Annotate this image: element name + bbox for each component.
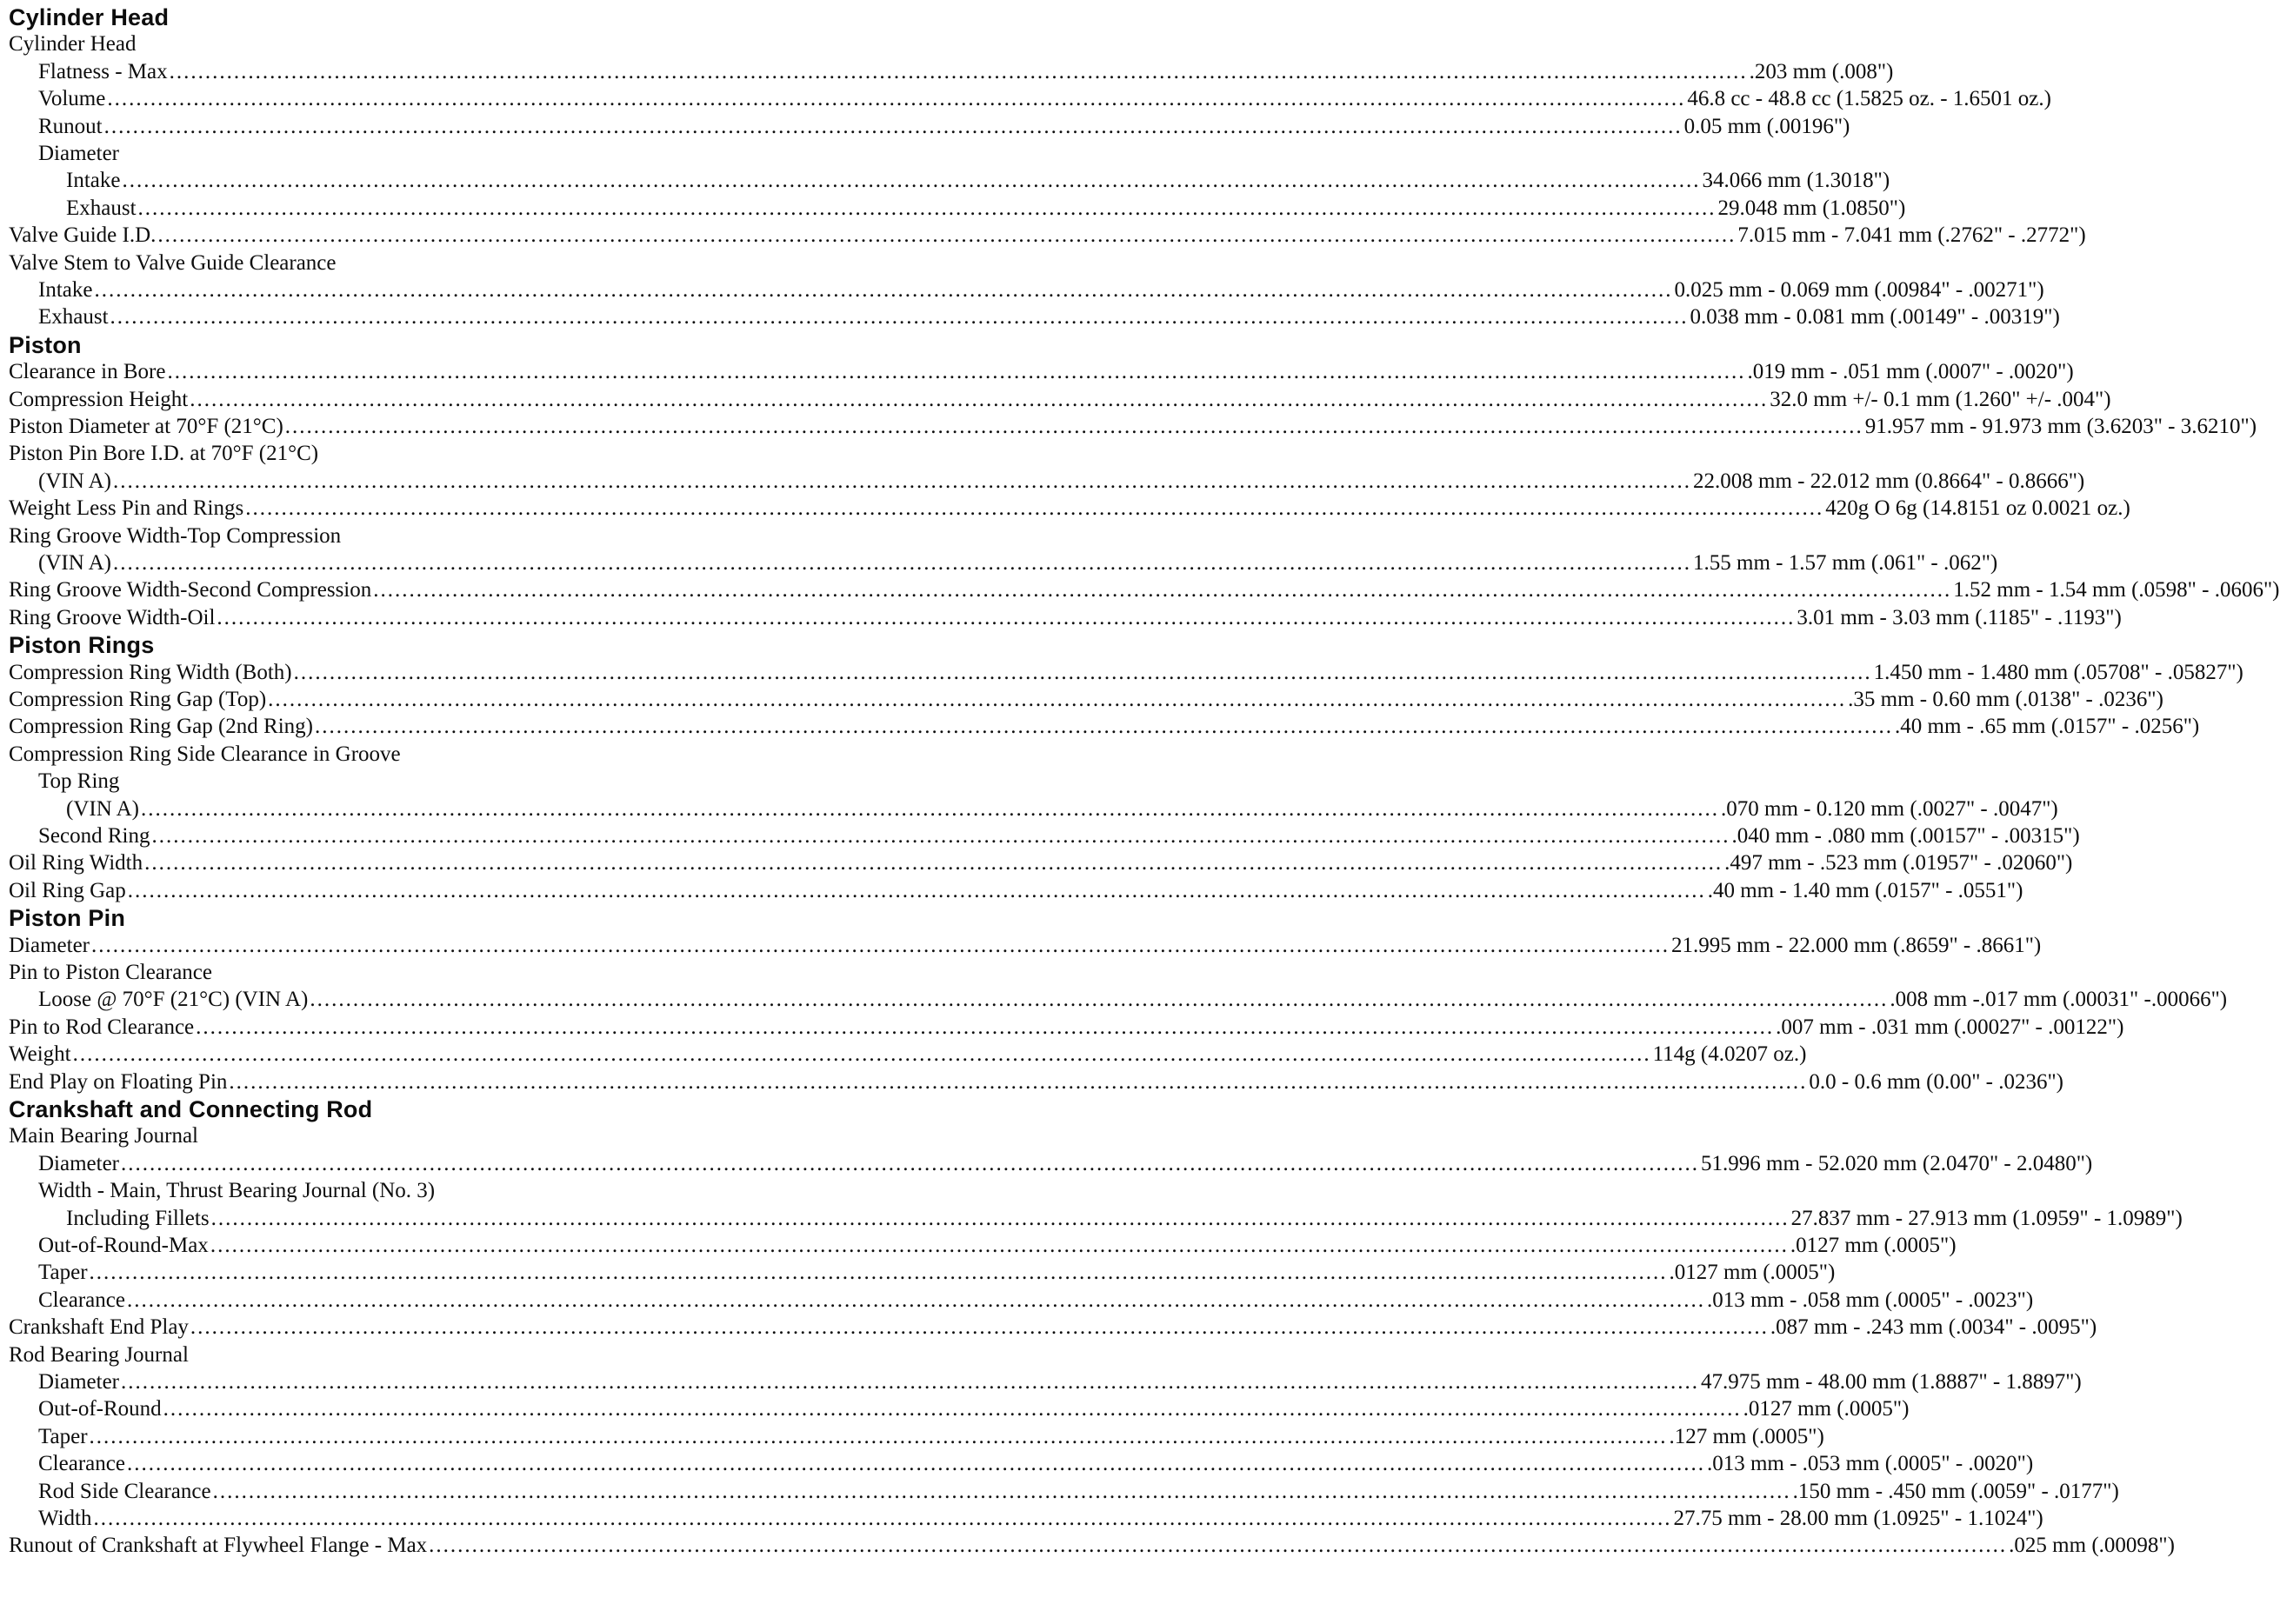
spec-value: .070 mm - 0.120 mm (.0027" - .0047") — [1721, 797, 2058, 821]
spec-value: 29.048 mm (1.0850") — [1717, 196, 1906, 220]
spec-label: Out-of-Round-Max — [38, 1234, 209, 1257]
dot-leader: ............................................................................................................................................................................................................................ — [103, 115, 1683, 138]
spec-label: Weight Less Pin and Rings — [9, 496, 244, 520]
spec-row — [9, 849, 2073, 875]
spec-value: 0.025 mm - 0.069 mm (.00984" - .00271") — [1674, 278, 2044, 302]
group-label — [9, 522, 1219, 549]
spec-label: Second Ring — [38, 824, 150, 848]
dot-leader: ............................................................................................................................................................................................................................ — [163, 1397, 1742, 1421]
spec-label: Clearance — [38, 1288, 125, 1312]
dot-leader: ............................................................................................................................................................................................................................ — [315, 715, 1893, 738]
spec-row — [9, 1013, 2124, 1040]
group-label — [9, 958, 1219, 985]
spec-value: 22.008 mm - 22.012 mm (0.8664" - 0.8666") — [1693, 469, 2085, 493]
dot-leader: ............................................................................................................................................................................................................................ — [137, 196, 1717, 220]
dot-leader: ............................................................................................................................................................................................................................ — [91, 934, 1670, 957]
dot-leader: ............................................................................................................................................................................................................................ — [373, 578, 1952, 602]
spec-label: Rod Side Clearance — [38, 1480, 211, 1503]
spec-value: .0127 mm (.0005") — [1669, 1261, 1836, 1284]
spec-label: Intake — [38, 278, 93, 302]
spec-row — [9, 1204, 2183, 1231]
dot-leader: ............................................................................................................................................................................................................................ — [212, 1480, 1791, 1503]
spec-value: .087 mm - .243 mm (.0034" - .0095") — [1770, 1315, 2097, 1339]
spec-label: Taper — [38, 1261, 88, 1284]
spec-value: 32.0 mm +/- 0.1 mm (1.260" +/- .004") — [1770, 388, 2111, 411]
spec-row — [9, 685, 2163, 712]
spec-value: 47.975 mm - 48.00 mm (1.8887" - 1.8897") — [1701, 1370, 2082, 1394]
spec-label: Compression Height — [9, 388, 189, 411]
spec-label: (VIN A) — [66, 797, 140, 821]
dot-leader: ............................................................................................................................................................................................................................ — [210, 1234, 1789, 1257]
spec-label: Volume — [38, 87, 106, 110]
spec-value: 34.066 mm (1.3018") — [1702, 169, 1890, 192]
group-label — [9, 767, 1219, 794]
spec-value: .497 mm - .523 mm (.01957" - .02060") — [1724, 851, 2073, 875]
spec-row — [9, 357, 2074, 384]
section-heading — [9, 903, 1219, 930]
spec-value: 0.0 - 0.6 mm (0.00" - .0236") — [1809, 1070, 2064, 1094]
spec-row — [9, 1313, 2097, 1340]
spec-value: .013 mm - .053 mm (.0005" - .0020") — [1706, 1452, 2034, 1475]
spec-label: Width - Main, Thrust Bearing Journal (No. 3) — [38, 1179, 436, 1202]
dot-leader: ............................................................................................................................................................................................................................ — [284, 415, 1863, 438]
spec-row — [9, 576, 2280, 602]
spec-value: .127 mm (.0005") — [1669, 1425, 1824, 1448]
spec-row — [9, 494, 2130, 521]
dot-leader: ............................................................................................................................................................................................................................ — [89, 1425, 1668, 1448]
spec-label: Clearance — [38, 1452, 125, 1475]
dot-leader: ............................................................................................................................................................................................................................ — [310, 988, 1889, 1011]
spec-label: Crankshaft End Play — [9, 1315, 189, 1339]
spec-value: .40 mm - .65 mm (.0157" - .0256") — [1895, 715, 2200, 738]
spec-row — [9, 1504, 2043, 1531]
dot-leader: ............................................................................................................................................................................................................................ — [94, 278, 1673, 302]
spec-row — [9, 412, 2257, 439]
spec-value: 1.55 mm - 1.57 mm (.061" - .062") — [1693, 551, 1998, 575]
spec-value: 91.957 mm - 91.973 mm (3.6203" - 3.6210") — [1864, 415, 2257, 438]
group-label — [9, 30, 1219, 57]
spec-value: .0127 mm (.0005") — [1790, 1234, 1957, 1257]
spec-label: Taper — [38, 1425, 88, 1448]
spec-row — [9, 1368, 2082, 1394]
spec-value: .025 mm (.00098") — [2009, 1534, 2175, 1557]
dot-leader: ............................................................................................................................................................................................................................ — [93, 1507, 1672, 1530]
group-label — [9, 1176, 1219, 1203]
spec-row — [9, 1531, 2175, 1558]
spec-row — [9, 276, 2044, 303]
dot-leader: ............................................................................................................................................................................................................................ — [268, 688, 1847, 711]
section-heading-text: Piston Pin — [9, 905, 126, 931]
spec-label: Top Ring — [38, 769, 120, 793]
spec-row — [9, 1040, 1807, 1067]
spec-label: Compression Ring Side Clearance in Groove — [9, 742, 401, 766]
spec-label: Exhaust — [66, 196, 137, 220]
dot-leader: ............................................................................................................................................................................................................................ — [151, 824, 1730, 848]
spec-row — [9, 931, 2042, 958]
spec-value: .40 mm - 1.40 mm (.0157" - .0551") — [1707, 879, 2023, 902]
spec-label: Oil Ring Gap — [9, 879, 126, 902]
section-heading-text: Cylinder Head — [9, 4, 170, 30]
spec-row — [9, 985, 2228, 1012]
spec-row — [9, 822, 2080, 849]
spec-label: Out-of-Round — [38, 1397, 162, 1421]
spec-value: 51.996 mm - 52.020 mm (2.0470" - 2.0480") — [1701, 1152, 2093, 1175]
spec-label: Runout of Crankshaft at Flywheel Flange - Max — [9, 1534, 428, 1557]
dot-leader: ............................................................................................................................................................................................................................ — [121, 1370, 1700, 1394]
spec-row — [9, 1477, 2119, 1504]
spec-value: 3.01 mm - 3.03 mm (.1185" - .1193") — [1797, 606, 2122, 629]
spec-label: Main Bearing Journal — [9, 1124, 199, 1148]
spec-label: Valve Guide I.D. — [9, 223, 157, 247]
dot-leader: ............................................................................................................................................................................................................................ — [126, 1452, 1705, 1475]
spec-label: Valve Stem to Valve Guide Clearance — [9, 251, 337, 275]
dot-leader: ............................................................................................................................................................................................................................ — [141, 797, 1720, 821]
spec-label: Pin to Piston Clearance — [9, 961, 212, 984]
spec-value: .040 mm - .080 mm (.00157" - .00315") — [1731, 824, 2080, 848]
spec-value: 420g O 6g (14.8151 oz 0.0021 oz.) — [1825, 496, 2130, 520]
spec-label: Clearance in Bore — [9, 360, 166, 383]
group-label — [9, 439, 1219, 466]
section-heading-text: Crankshaft and Connecting Rod — [9, 1096, 373, 1122]
spec-row — [9, 658, 2243, 685]
spec-label: Ring Groove Width-Oil — [9, 606, 216, 629]
spec-label: Exhaust — [38, 305, 109, 329]
dot-leader: ............................................................................................................................................................................................................................ — [89, 1261, 1668, 1284]
spec-value: .013 mm - .058 mm (.0005" - .0023") — [1706, 1288, 2034, 1312]
spec-label: Flatness - Max — [38, 60, 168, 83]
dot-leader: ............................................................................................................................................................................................................................ — [169, 60, 1748, 83]
group-label — [9, 740, 1219, 767]
dot-leader: ............................................................................................................................................................................................................................ — [72, 1042, 1651, 1066]
spec-row — [9, 549, 1998, 576]
spec-row — [9, 385, 2111, 412]
spec-value: 0.05 mm (.00196") — [1683, 115, 1850, 138]
section-heading — [9, 630, 1219, 657]
spec-label: Diameter — [38, 1152, 120, 1175]
dot-leader: ............................................................................................................................................................................................................................ — [121, 1152, 1700, 1175]
dot-leader: ............................................................................................................................................................................................................................ — [429, 1534, 2008, 1557]
spec-value: 46.8 cc - 48.8 cc (1.5825 oz. - 1.6501 oz.) — [1687, 87, 2051, 110]
dot-leader: ............................................................................................................................................................................................................................ — [122, 169, 1701, 192]
section-heading — [9, 330, 1219, 357]
spec-value: 0.038 mm - 0.081 mm (.00149" - .00319") — [1690, 305, 2060, 329]
spec-label: Diameter — [38, 1370, 120, 1394]
spec-row — [9, 467, 2085, 494]
spec-label: Compression Ring Gap (2nd Ring) — [9, 715, 313, 738]
spec-row — [9, 1449, 2034, 1476]
spec-value: .35 mm - 0.60 mm (.0138" - .0236") — [1848, 688, 2163, 711]
spec-row — [9, 1068, 2064, 1095]
spec-value: .008 mm -.017 mm (.00031" -.00066") — [1890, 988, 2228, 1011]
section-heading-text: Piston — [9, 332, 82, 358]
dot-leader: ............................................................................................................................................................................................................................ — [113, 551, 1692, 575]
spec-label: Width — [38, 1507, 92, 1530]
spec-label: Runout — [38, 115, 103, 138]
spec-value: .150 mm - .450 mm (.0059" - .0177") — [1792, 1480, 2119, 1503]
spec-label: Oil Ring Width — [9, 851, 143, 875]
spec-value: .0127 mm (.0005") — [1743, 1397, 1910, 1421]
dot-leader: ............................................................................................................................................................................................................................ — [190, 1315, 1769, 1339]
spec-label: Cylinder Head — [9, 32, 137, 56]
section-heading — [9, 1095, 1219, 1121]
dot-leader: ............................................................................................................................................................................................................................ — [217, 606, 1796, 629]
spec-label: Compression Ring Width (Both) — [9, 661, 292, 684]
group-label — [9, 1341, 1219, 1368]
dot-leader: ............................................................................................................................................................................................................................ — [167, 360, 1746, 383]
spec-value: .007 mm - .031 mm (.00027" - .00122") — [1776, 1015, 2124, 1039]
spec-value: .203 mm (.008") — [1749, 60, 1894, 83]
spec-label: Diameter — [38, 142, 120, 165]
group-label — [9, 249, 1219, 276]
spec-row — [9, 166, 1890, 193]
dot-leader: ............................................................................................................................................................................................................................ — [127, 879, 1706, 902]
spec-row — [9, 303, 2060, 329]
spec-row — [9, 1286, 2034, 1313]
spec-label: Piston Diameter at 70°F (21°C) — [9, 415, 283, 438]
spec-row — [9, 1394, 1910, 1421]
spec-row — [9, 194, 1906, 221]
spec-row — [9, 1149, 2093, 1176]
spec-value: 114g (4.0207 oz.) — [1652, 1042, 1807, 1066]
spec-label: (VIN A) — [38, 551, 112, 575]
spec-label: Piston Pin Bore I.D. at 70°F (21°C) — [9, 442, 319, 465]
spec-row — [9, 1258, 1836, 1285]
spec-row — [9, 1422, 1824, 1449]
spec-row — [9, 84, 2051, 111]
spec-row — [9, 603, 2122, 630]
dot-leader: ............................................................................................................................................................................................................................ — [293, 661, 1872, 684]
spec-label: Including Fillets — [66, 1207, 210, 1230]
group-label — [9, 139, 1219, 166]
spec-label: Rod Bearing Journal — [9, 1343, 189, 1367]
spec-label: (VIN A) — [38, 469, 112, 493]
dot-leader: ............................................................................................................................................................................................................................ — [190, 388, 1769, 411]
dot-leader: ............................................................................................................................................................................................................................ — [229, 1070, 1808, 1094]
spec-value: 1.450 mm - 1.480 mm (.05708" - .05827") — [1873, 661, 2243, 684]
dot-leader: ............................................................................................................................................................................................................................ — [157, 223, 1737, 247]
dot-leader: ............................................................................................................................................................................................................................ — [110, 305, 1689, 329]
section-heading-text: Piston Rings — [9, 632, 155, 658]
spec-row — [9, 221, 2086, 248]
spec-row — [9, 57, 1894, 84]
dot-leader: ............................................................................................................................................................................................................................ — [107, 87, 1686, 110]
spec-row — [9, 112, 1850, 139]
dot-leader: ............................................................................................................................................................................................................................ — [126, 1288, 1705, 1312]
spec-row — [9, 795, 2058, 822]
spec-label: Pin to Rod Clearance — [9, 1015, 195, 1039]
dot-leader: ............................................................................................................................................................................................................................ — [245, 496, 1824, 520]
spec-label: Weight — [9, 1042, 71, 1066]
spec-label: Loose @ 70°F (21°C) (VIN A) — [38, 988, 309, 1011]
dot-leader: ............................................................................................................................................................................................................................ — [113, 469, 1692, 493]
spec-row — [9, 876, 2023, 903]
spec-value: 27.837 mm - 27.913 mm (1.0959" - 1.0989") — [1790, 1207, 2183, 1230]
group-label — [9, 1121, 1219, 1148]
spec-label: Diameter — [9, 934, 90, 957]
spec-value: 7.015 mm - 7.041 mm (.2762" - .2772") — [1737, 223, 2086, 247]
spec-value: 21.995 mm - 22.000 mm (.8659" - .8661") — [1671, 934, 2042, 957]
spec-value: 1.52 mm - 1.54 mm (.0598" - .0606") — [1953, 578, 2280, 602]
dot-leader: ............................................................................................................................................................................................................................ — [144, 851, 1723, 875]
spec-label: Intake — [66, 169, 121, 192]
spec-row — [9, 712, 2200, 739]
spec-label: Compression Ring Gap (Top) — [9, 688, 267, 711]
spec-value: 27.75 mm - 28.00 mm (1.0925" - 1.1024") — [1673, 1507, 2043, 1530]
dot-leader: ............................................................................................................................................................................................................................ — [196, 1015, 1775, 1039]
spec-label: Ring Groove Width-Second Compression — [9, 578, 372, 602]
dot-leader: ............................................................................................................................................................................................................................ — [210, 1207, 1790, 1230]
spec-value: .019 mm - .051 mm (.0007" - .0020") — [1747, 360, 2074, 383]
section-heading — [9, 3, 1219, 30]
spec-row — [9, 1231, 1957, 1258]
spec-label: Ring Groove Width-Top Compression — [9, 524, 342, 548]
spec-label: End Play on Floating Pin — [9, 1070, 228, 1094]
